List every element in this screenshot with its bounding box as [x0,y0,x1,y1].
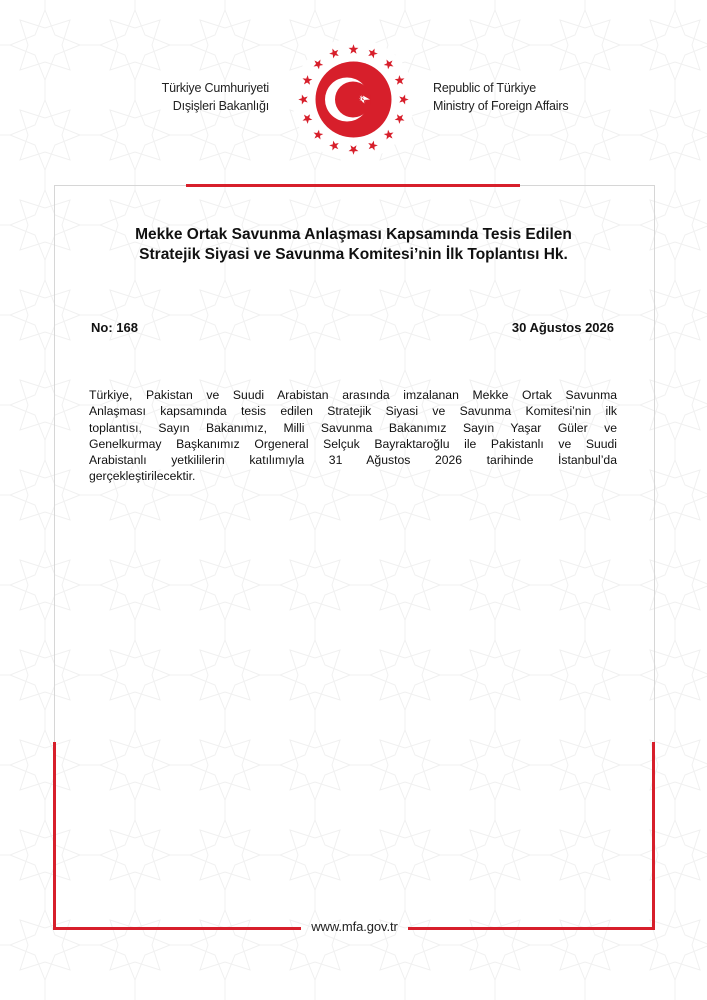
body-line: Genelkurmay Başkanımız Orgeneral Selçuk Bayraktaroğlu ile Pakistanlı ve Suudi [89,436,617,451]
frame-left-red-accent [53,742,56,930]
frame-right-red-accent [652,742,655,930]
ministry-name-english [433,79,568,115]
body-line: gerçekleştirilecektir. [89,469,196,484]
ministry-en-line1: Republic of Türkiye [433,81,536,95]
title-line-1: Mekke Ortak Savunma Anlaşması Kapsamında Tesis Edilen [135,226,572,243]
crescent-star-seal-icon [291,37,416,162]
ministry-tr-line2: Dışişleri Bakanlığı [172,99,269,113]
title-line-2: Stratejik Siyasi ve Savunma Komitesi’nin İlk Toplantısı Hk. [139,246,568,263]
body-line: toplantısı, Sayın Bakanımız, Milli Savunma Bakanımız Sayın Yaşar Güler ve [89,420,617,435]
body-line: Anlaşması kapsamında tesis edilen Stratejik Siyasi ve Savunma Komitesi’nin ilk [89,404,617,419]
body-line: Arabistanlı yetkililerin katılımıyla 31 Ağustos 2026 tarihinde İstanbul’da [89,453,617,468]
frame-right-border [654,185,655,745]
ministry-name-turkish [162,79,269,115]
website-link[interactable]: www.mfa.gov.tr [311,919,398,934]
ministry-en-line2: Ministry of Foreign Affairs [433,99,569,113]
document-number: No: 168 [91,320,138,335]
document-body [89,387,617,485]
document-date: 30 Ağustos 2026 [511,320,614,335]
body-line: Türkiye, Pakistan ve Suudi Arabistan arasında imzalanan Mekke Ortak Savunma [89,388,617,402]
frame-bottom-right-red [408,927,655,930]
ministry-tr-line1: Türkiye Cumhuriyeti [161,81,269,95]
document-title [90,225,617,265]
frame-top-red-accent [186,184,520,187]
frame-left-border [54,185,55,745]
frame-bottom-left-red [53,927,301,930]
